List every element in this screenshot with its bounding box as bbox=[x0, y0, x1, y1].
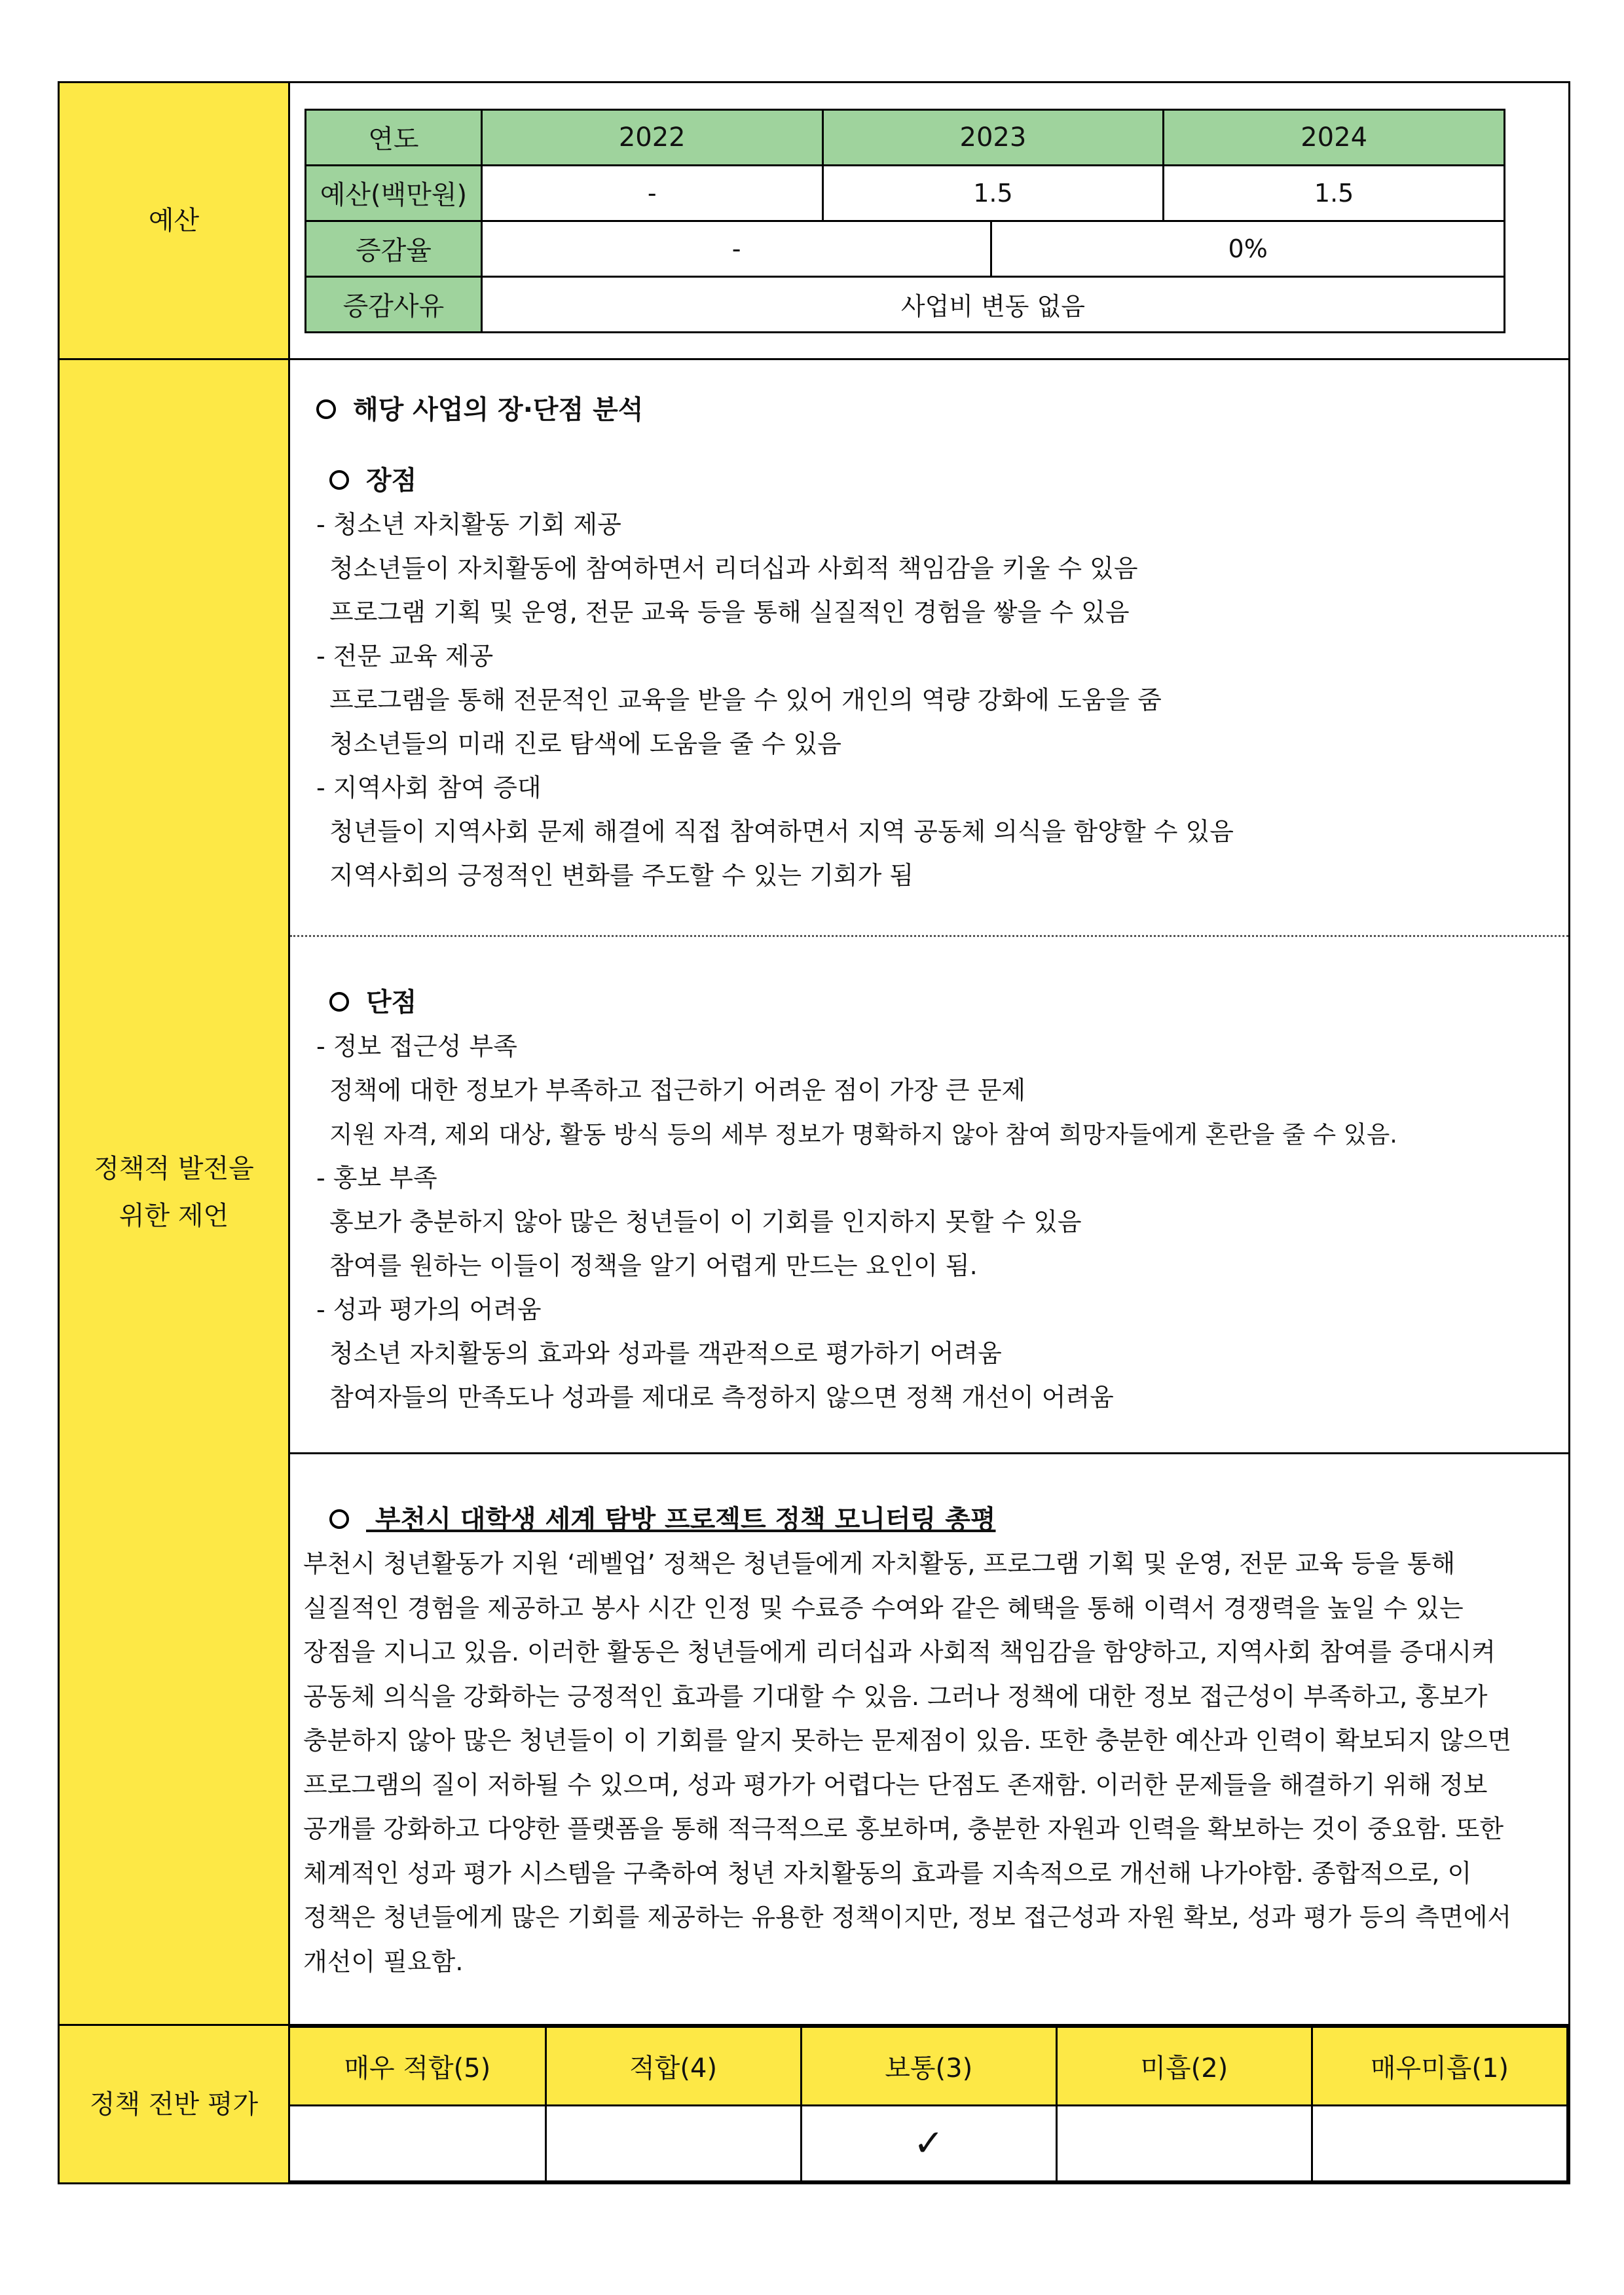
rating-table bbox=[290, 2026, 1568, 2182]
evaluation-table bbox=[58, 81, 1570, 2184]
rate-value-1: - bbox=[481, 221, 991, 276]
budget-reason-row bbox=[306, 276, 1505, 332]
circle-bullet-icon bbox=[316, 399, 336, 419]
list-item: 청소년 자치활동의 효과와 성과를 객관적으로 평가하기 어려움 bbox=[329, 1339, 1002, 1368]
list-item: 참여를 원하는 이들이 정책을 알기 어렵게 만드는 요인이 됨. bbox=[329, 1251, 978, 1280]
list-item: - 정보 접근성 부족 bbox=[316, 1032, 517, 1061]
policy-monitoring-document bbox=[58, 81, 1570, 2184]
list-item: 정책에 대한 정보가 부족하고 접근하기 어려운 점이 가장 큰 문제 bbox=[329, 1076, 1026, 1105]
reason-value: 사업비 변동 없음 bbox=[481, 276, 1504, 332]
proposal-row bbox=[59, 359, 1570, 2025]
proposal-label-line1: 정책적 발전을 bbox=[94, 1153, 254, 1184]
list-item: - 성과 평가의 어려움 bbox=[316, 1295, 542, 1324]
list-item: 청소년들의 미래 진로 탐색에 도움을 줄 수 있음 bbox=[329, 729, 842, 758]
budget-2022-value: - bbox=[481, 165, 822, 221]
strengths-section bbox=[290, 360, 1568, 935]
budget-content bbox=[289, 83, 1570, 359]
budget-rate-row bbox=[306, 221, 1505, 276]
weaknesses-section bbox=[290, 935, 1568, 1452]
summary-title: 부천시 대학생 세계 탐방 프로젝트 정책 모니터링 총평 bbox=[329, 1497, 996, 1542]
proposal-label bbox=[59, 359, 289, 2025]
year-2023-header: 2023 bbox=[822, 109, 1164, 165]
rating-mark-2 bbox=[1056, 2106, 1312, 2182]
budget-2023-value: 1.5 bbox=[822, 165, 1164, 221]
list-item: 청년들이 지역사회 문제 해결에 직접 참여하면서 지역 공동체 의식을 함양할 수 있음 bbox=[329, 817, 1234, 846]
list-item: 지역사회의 긍정적인 변화를 주도할 수 있는 기회가 됨 bbox=[329, 861, 914, 890]
list-item: 프로그램을 통해 전문적인 교육을 받을 수 있어 개인의 역량 강화에 도움을 줌 bbox=[329, 686, 1162, 714]
rating-option-3: 보통(3) bbox=[801, 2027, 1056, 2106]
list-item: - 청소년 자치활동 기회 제공 bbox=[316, 510, 621, 539]
list-item: 참여자들의 만족도나 성과를 제대로 측정하지 않으면 정책 개선이 어려움 bbox=[329, 1383, 1114, 1412]
rating-option-1: 매우미흡(1) bbox=[1312, 2027, 1567, 2106]
list-item: - 지역사회 참여 증대 bbox=[316, 773, 542, 802]
budget-amount-row bbox=[306, 165, 1505, 221]
weaknesses-list bbox=[316, 1025, 1568, 1420]
list-item: 지원 자격, 제외 대상, 활동 방식 등의 세부 정보가 명확하지 않아 참여 희망자들에게 혼란을 줄 수 있음. bbox=[329, 1120, 1397, 1148]
rating-option-2: 미흡(2) bbox=[1056, 2027, 1312, 2106]
budget-amount-label: 예산(백만원) bbox=[306, 165, 482, 221]
circle-bullet-icon bbox=[329, 1509, 349, 1529]
budget-row bbox=[59, 83, 1570, 359]
year-header: 연도 bbox=[306, 109, 482, 165]
rating-row bbox=[59, 2025, 1570, 2184]
budget-table bbox=[304, 109, 1505, 333]
strengths-list bbox=[316, 503, 1568, 898]
rating-mark-1 bbox=[1312, 2106, 1567, 2182]
rating-mark-5 bbox=[290, 2106, 545, 2182]
rating-content bbox=[289, 2025, 1570, 2184]
rating-option-4: 적합(4) bbox=[545, 2027, 801, 2106]
list-item: 청소년들이 자치활동에 참여하면서 리더십과 사회적 책임감을 키울 수 있음 bbox=[329, 554, 1138, 583]
rating-option-5: 매우 적합(5) bbox=[290, 2027, 545, 2106]
rating-options-row bbox=[290, 2027, 1568, 2106]
proposal-content bbox=[289, 359, 1570, 2025]
budget-2024-value: 1.5 bbox=[1164, 165, 1505, 221]
circle-bullet-icon bbox=[329, 470, 349, 490]
rate-label: 증감율 bbox=[306, 221, 482, 276]
check-icon: ✓ bbox=[801, 2106, 1056, 2182]
list-item: 프로그램 기획 및 운영, 전문 교육 등을 통해 실질적인 경험을 쌓을 수 있음 bbox=[329, 598, 1130, 627]
year-2022-header: 2022 bbox=[481, 109, 822, 165]
rating-marks-row bbox=[290, 2106, 1568, 2182]
rating-mark-4 bbox=[545, 2106, 801, 2182]
year-2024-header: 2024 bbox=[1164, 109, 1505, 165]
reason-label: 증감사유 bbox=[306, 276, 482, 332]
proposal-label-line2: 위한 제언 bbox=[119, 1200, 229, 1231]
list-item: - 전문 교육 제공 bbox=[316, 642, 494, 670]
budget-label: 예산 bbox=[59, 83, 289, 359]
list-item: - 홍보 부족 bbox=[316, 1164, 437, 1192]
rating-label: 정책 전반 평가 bbox=[59, 2025, 289, 2184]
analysis-title: 해당 사업의 장·단점 분석 bbox=[316, 388, 643, 432]
strengths-title: 장점 bbox=[329, 458, 416, 503]
weaknesses-title: 단점 bbox=[329, 980, 416, 1025]
rate-value-2: 0% bbox=[991, 221, 1505, 276]
summary-section bbox=[290, 1452, 1568, 2024]
summary-text: 부천시 청년활동가 지원 ‘레벨업’ 정책은 청년들에게 자치활동, 프로그램 기획 및 운영, 전문 교육 등을 통해 실질적인 경험을 제공하고 봉사 시간 인정 및 수료증 수여와 같은 혜택을 통해 이력서 경쟁력을 높일 수 있는 장점을 지니고 있음. 이러한 활동은 청년들에게 리더십과 사회적 책임감을 함양하고, 지역사회 참여를 증대시켜 공동체 의식을 강화하는 긍정적인 효과를 기대할 수 있음. 그러나 정책에 대한 정보 접근성이 부족하고, 홍보가 충분하지 않아 많은 청년들이 이 기회를 알지 못하는 문제점이 있음. 또한 충분한 예산과 인력이 확보되지 않으면 프로그램의 질이 저하될 수 있으며, 성과 평가가 어렵다는 단점도 존재함. 이러한 문제들을 해결하기 위해 정보 공개를 강화하고 다양한 플랫폼을 통해 적극적으로 홍보하며, 충분한 자원과 인력을 확보하는 것이 중요함. 또한 체계적인 성과 평가 시스템을 구축하여 청년 자치활동의 효과를 지속적으로 개선해 나가야함. 종합적으로, 이 정책은 청년들에게 많은 기회를 제공하는 유용한 정책이지만, 정보 접근성과 자원 확보, 성과 평가 등의 측면에서 개선이 필요함. bbox=[303, 1549, 1512, 1976]
list-item: 홍보가 충분하지 않아 많은 청년들이 이 기회를 인지하지 못할 수 있음 bbox=[329, 1207, 1082, 1236]
circle-bullet-icon bbox=[329, 992, 349, 1012]
budget-header-row bbox=[306, 109, 1505, 165]
